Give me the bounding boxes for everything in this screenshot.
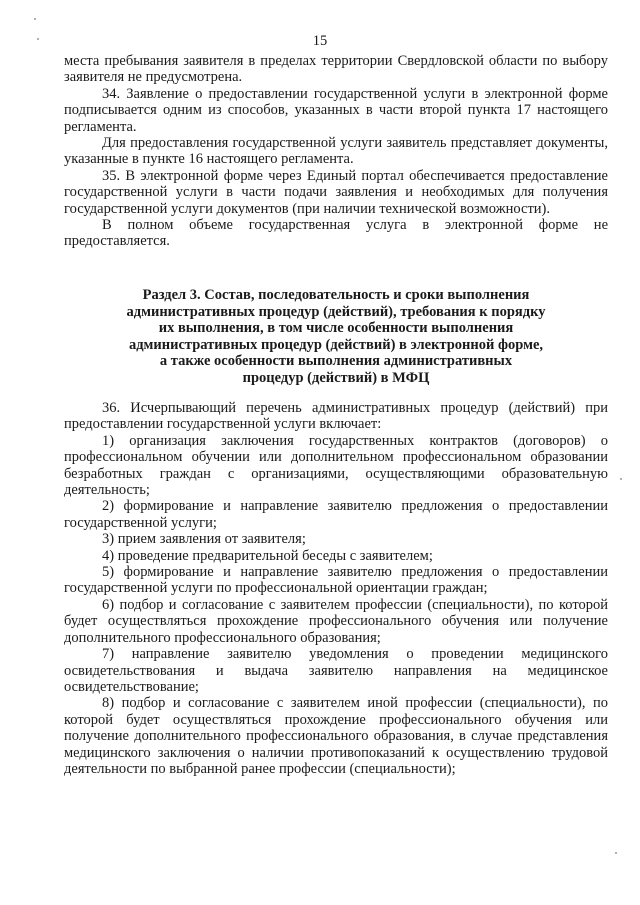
list-item: 3) прием заявления от заявителя;: [102, 531, 306, 548]
section-heading-line: процедур (действий) в МФЦ: [242, 369, 430, 386]
list-item: 7) направление заявителю уведомления о проведении медицинского освидетельствования и выдача заявителю направления на медицинское освидетельствование;: [64, 646, 608, 695]
list-item: 1) организация заключения государственных контрактов (договоров) о профессиональном обучении или дополнительном профессиональном образовании безработных граждан с организациями, осуществляющими образовательную деятельность;: [64, 432, 608, 499]
list-item: 6) подбор и согласование с заявителем профессии (специальности), по которой будет осуществляться прохождение профессионального обучения или получение дополнительного профессионального образования;: [64, 596, 608, 646]
section-heading-line: их выполнения, в том числе особенности выполнения: [158, 320, 514, 337]
section-heading-line: а также особенности выполнения административных: [159, 353, 513, 370]
list-item: 2) формирование и направление заявителю предложения о предоставлении государственной услуги;: [64, 498, 608, 531]
list-intro: 36. Исчерпывающий перечень административных процедур (действий) при предоставлении государственной услуги включает:: [64, 400, 608, 433]
intro-text-block: [64, 53, 608, 250]
scan-speck: [615, 852, 617, 854]
paragraph: места пребывания заявителя в пределах территории Свердловской области по выбору заявителя не предусмотрена.: [64, 53, 608, 86]
section-heading-line: Раздел 3. Состав, последовательность и сроки выполнения: [142, 287, 530, 303]
paragraph: 35. В электронной форме через Единый портал обеспечивается предоставление государственной услуги в части подачи заявления и необходимых для получения государственной услуги документов (при наличии технической возможности).: [64, 167, 608, 217]
paragraph: В полном объеме государственная услуга в электронной форме не предоставляется.: [64, 217, 608, 250]
list-item: 4) проведение предварительной беседы с заявителем;: [102, 547, 433, 564]
section-heading-line: административных процедур (действий) в электронной форме,: [128, 336, 544, 353]
paragraph: 34. Заявление о предоставлении государственной услуги в электронной форме подписывается одним из способов, указанных в части второй пункта 17 настоящего регламента.: [64, 85, 608, 135]
page-number: 15: [312, 33, 328, 49]
procedure-list: [64, 400, 608, 777]
list-item: 5) формирование и направление заявителю предложения о предоставлении государственной услуги по профессиональной ориентации граждан;: [64, 564, 608, 597]
paragraph: Для предоставления государственной услуги заявитель представляет документы, указанные в пункте 16 настоящего регламента.: [64, 135, 608, 168]
section-heading-line: административных процедур (действий), требования к порядку: [126, 303, 546, 320]
scan-speck: [620, 478, 622, 480]
section-heading: [64, 287, 608, 387]
scan-speck: [34, 18, 36, 20]
list-item: 8) подбор и согласование с заявителем иной профессии (специальности), по которой будет осуществляться прохождение профессионального обучения или получение дополнительного профессионального образования, в случае представления медицинского заключения о наличии противопоказаний к осуществлению трудовой деятельности по выбранной ранее профессии (специальности);: [64, 695, 608, 777]
